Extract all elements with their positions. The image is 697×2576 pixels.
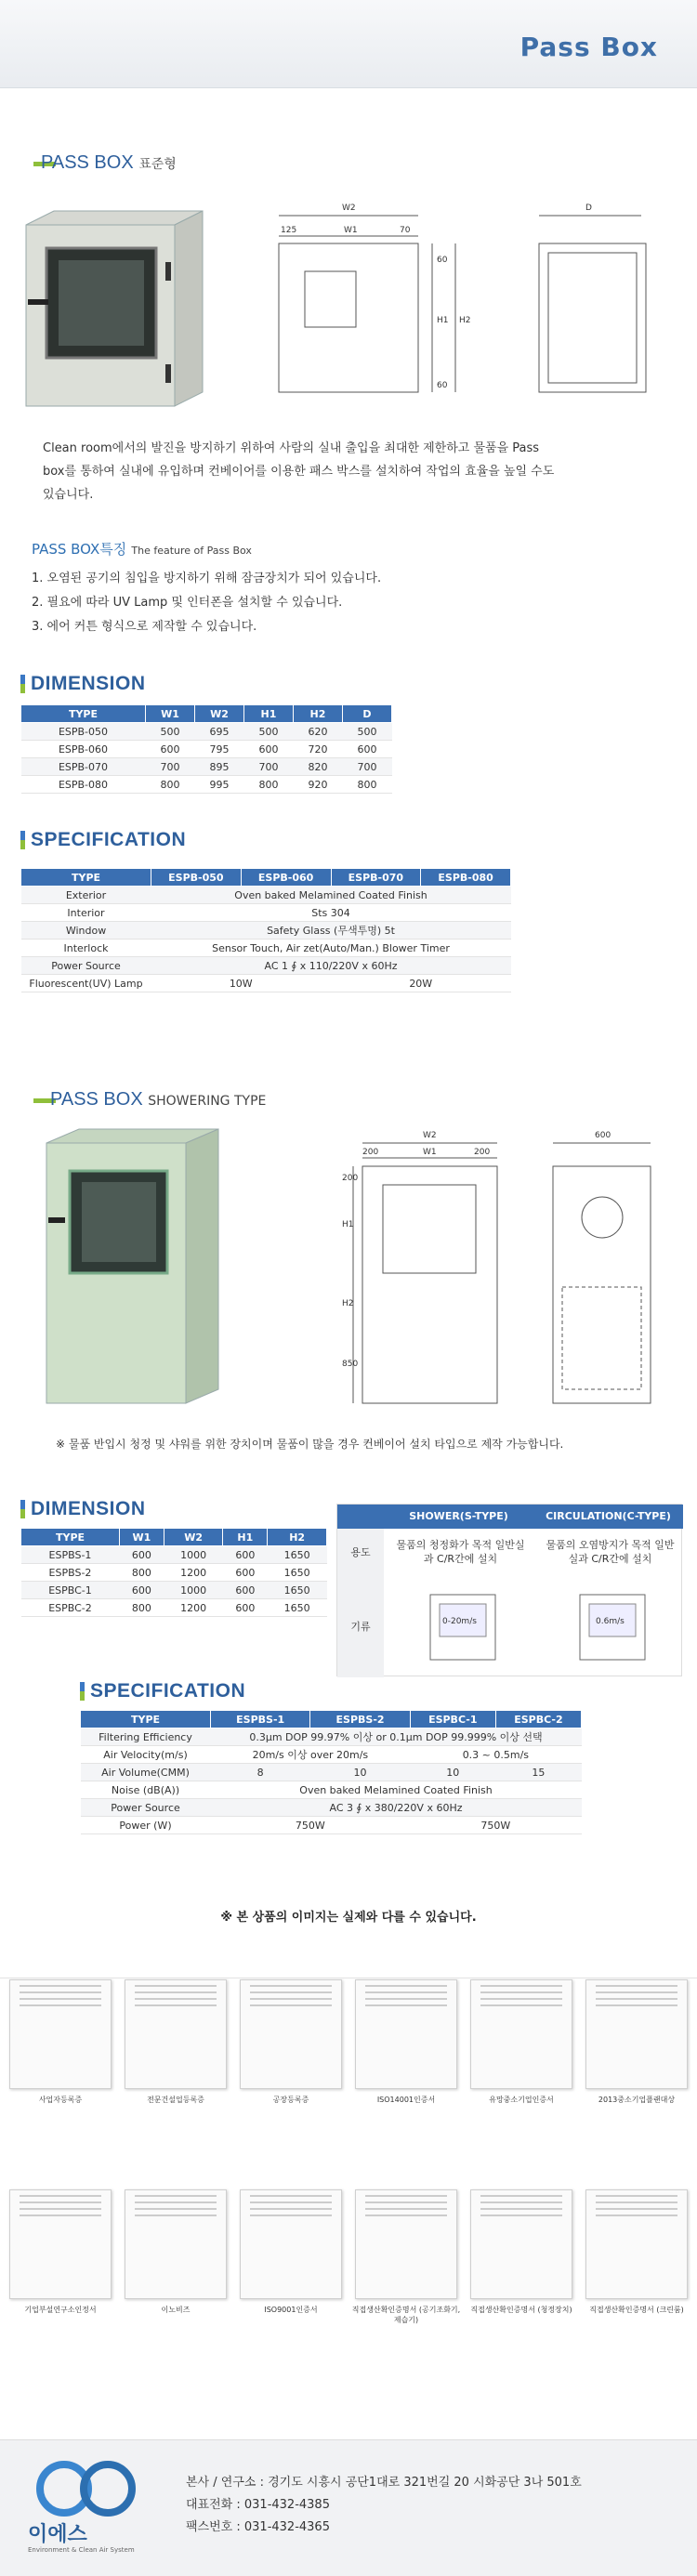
certificate-image bbox=[470, 1979, 572, 2089]
certificate-caption: ISO14001인증서 bbox=[376, 2096, 436, 2104]
flow-c-diagram bbox=[575, 1590, 650, 1664]
svg-text:60: 60 bbox=[437, 256, 448, 265]
table-header-row bbox=[81, 1711, 582, 1728]
svg-text:200: 200 bbox=[474, 1148, 491, 1157]
table-row: Air Velocity(m/s) 20m/s 이상 over 20m/s 0.3 ~ 0.5m/s bbox=[81, 1746, 582, 1764]
table-row: Power (W) 750W 750W bbox=[81, 1817, 582, 1834]
table-row: Interior Sts 304 bbox=[21, 904, 511, 922]
col-header: ESPB-080 bbox=[421, 869, 511, 887]
spec2-heading bbox=[80, 1680, 245, 1702]
table-row: Filtering Efficiency 0.3μm DOP 99.97% 이상 or 0.1μm DOP 99.999% 이상 선택 bbox=[81, 1728, 582, 1746]
company-phone: 대표전화 : 031-432-4385 bbox=[186, 2498, 330, 2512]
dimension1-table bbox=[20, 704, 392, 794]
svg-text:H1: H1 bbox=[437, 316, 449, 325]
pass-box-standard-photo bbox=[17, 206, 240, 411]
company-fax: 팩스번호 : 031-432-4365 bbox=[186, 2520, 330, 2534]
page-footer bbox=[0, 2439, 697, 2576]
svg-text:H2: H2 bbox=[342, 1299, 354, 1308]
svg-text:0.6m/s: 0.6m/s bbox=[596, 1617, 625, 1626]
table-row: Noise (dB(A)) Oven baked Melamined Coated Finish bbox=[81, 1781, 582, 1799]
features-heading bbox=[32, 539, 252, 559]
col-header: TYPE bbox=[21, 1529, 120, 1546]
svg-text:D: D bbox=[585, 204, 592, 213]
spec2-label: SPECIFICATION bbox=[90, 1680, 246, 1702]
table-row: ESPB-070 700 895 700 820 700 bbox=[21, 758, 392, 776]
col-header: W1 bbox=[119, 1529, 164, 1546]
shower-type-table bbox=[336, 1504, 682, 1676]
certificate-image bbox=[585, 1979, 688, 2089]
svg-text:W1: W1 bbox=[344, 226, 358, 235]
col-header: H2 bbox=[293, 705, 342, 723]
flow-label: 기류 bbox=[337, 1577, 384, 1677]
certificate-image bbox=[355, 1979, 457, 2089]
svg-text:850: 850 bbox=[342, 1360, 359, 1369]
svg-text:W2: W2 bbox=[423, 1131, 437, 1140]
certificate-image bbox=[355, 2189, 457, 2299]
features-list bbox=[32, 567, 381, 639]
pass-box-shower-photo bbox=[28, 1124, 242, 1413]
certificate-image bbox=[9, 1979, 112, 2089]
svg-text:W1: W1 bbox=[423, 1148, 437, 1157]
svg-text:600: 600 bbox=[595, 1131, 612, 1140]
pass-box-shower-drawing bbox=[344, 1124, 669, 1422]
table-row: ESPBC-1 600 1000 600 1650 bbox=[21, 1582, 327, 1599]
table-row: Fluorescent(UV) Lamp 10W 20W bbox=[21, 975, 511, 992]
table-row: Interlock Sensor Touch, Air zet(Auto/Man.) Blower Timer bbox=[21, 940, 511, 957]
feature-item: 3. 에어 커튼 형식으로 제작할 수 있습니다. bbox=[32, 620, 257, 634]
svg-text:200: 200 bbox=[362, 1148, 379, 1157]
certificate-caption: ISO9001인증서 bbox=[264, 2306, 318, 2314]
image-disclaimer: ※ 본 상품의 이미지는 실제와 다를 수 있습니다. bbox=[220, 1911, 477, 1925]
dimension1-label: DIMENSION bbox=[31, 673, 146, 694]
col-header: ESPBS-2 bbox=[310, 1711, 410, 1728]
svg-text:200: 200 bbox=[342, 1174, 359, 1183]
table-header-row bbox=[21, 869, 511, 887]
col-header: D bbox=[342, 705, 391, 723]
intro-line: box를 통하여 실내에 유입하며 컨베이어를 이용한 패스 박스를 설치하여 작업의 효율을 높일 수도 bbox=[43, 465, 555, 479]
col-header: ESPBC-1 bbox=[410, 1711, 495, 1728]
dimension1-heading bbox=[20, 673, 146, 695]
company-logo-text: 이에스 bbox=[28, 2523, 87, 2546]
company-address: 본사 / 연구소 : 경기도 시흥시 공단1대로 321번길 20 시화공단 3나 501호 bbox=[186, 2476, 582, 2490]
company-info bbox=[186, 2472, 582, 2539]
spec1-heading bbox=[20, 829, 186, 851]
svg-text:125: 125 bbox=[281, 226, 297, 235]
col-header: H1 bbox=[223, 1529, 268, 1546]
svg-text:70: 70 bbox=[400, 226, 411, 235]
table-row: Air Volume(CMM) 8 10 10 15 bbox=[81, 1764, 582, 1781]
feature-item: 1. 오염된 공기의 침입을 방지하기 위해 잠금장치가 되어 있습니다. bbox=[32, 572, 382, 585]
table-row: ESPBS-1 600 1000 600 1650 bbox=[21, 1546, 327, 1564]
dimension2-heading bbox=[20, 1498, 146, 1520]
svg-text:H2: H2 bbox=[459, 316, 471, 325]
certificate-image bbox=[125, 2189, 227, 2299]
certificate-caption: 공장등록증 bbox=[272, 2096, 309, 2104]
certificate-caption: 이노비즈 bbox=[161, 2306, 191, 2314]
section1-subtitle: 표준형 bbox=[138, 157, 177, 172]
certificate-image bbox=[470, 2189, 572, 2299]
company-logo-icon bbox=[32, 2461, 143, 2517]
use-c-text: 물품의 오염방지가 목적 일반실과 C/R간에 설치 bbox=[546, 1539, 675, 1565]
certificate-caption: 2013중소기업플랜대상 bbox=[598, 2096, 676, 2104]
col-header: W2 bbox=[194, 705, 243, 723]
note-shower: ※ 물품 반입시 청정 및 샤워를 위한 장치이며 물품이 많을 경우 컨베이어 설치 타입으로 제작 가능합니다. bbox=[56, 1438, 564, 1451]
svg-text:60: 60 bbox=[437, 381, 448, 390]
table-row: ESPB-050 500 695 500 620 500 bbox=[21, 723, 392, 741]
dim-w2-label: W2 bbox=[342, 204, 356, 213]
company-logo-sub: Environment & Clean Air System bbox=[28, 2546, 135, 2554]
certificate-caption: 직접생산확인증명서 (크린룸) bbox=[589, 2306, 684, 2314]
col-header: TYPE bbox=[21, 869, 151, 887]
table-row: Window Safety Glass (무색투명) 5t bbox=[21, 922, 511, 940]
feature-item: 2. 필요에 따라 UV Lamp 및 인터폰을 설치할 수 있습니다. bbox=[32, 596, 343, 610]
table-row: ESPB-060 600 795 600 720 600 bbox=[21, 741, 392, 758]
intro-line: Clean room에서의 발진을 방지하기 위하여 사람의 실내 출입을 최대한 제한하고 물품을 Pass bbox=[43, 441, 540, 455]
dimension2-label: DIMENSION bbox=[31, 1498, 146, 1519]
header-title: Pass Box bbox=[519, 32, 658, 62]
intro-line: 있습니다. bbox=[43, 488, 94, 502]
certificate-caption: 직접생산확인증명서 (청정장치) bbox=[470, 2306, 572, 2314]
certificate-image bbox=[9, 2189, 112, 2299]
certificate-caption: 유망중소기업인증서 bbox=[489, 2096, 554, 2104]
col-header: ESPBC-2 bbox=[495, 1711, 581, 1728]
col-header: H1 bbox=[243, 705, 293, 723]
spec-mark-icon bbox=[80, 1682, 85, 1701]
col-header: W1 bbox=[145, 705, 194, 723]
dimension-mark-icon bbox=[20, 675, 25, 693]
certificate-image bbox=[240, 2189, 342, 2299]
col-header: ESPB-060 bbox=[241, 869, 331, 887]
certificate-image bbox=[125, 1979, 227, 2089]
spec2-table bbox=[80, 1710, 582, 1834]
shower-c-header: CIRCULATION(C-TYPE) bbox=[533, 1505, 683, 1529]
certificate-caption: 기업부설연구소인정서 bbox=[24, 2306, 97, 2314]
certificate-caption: 전문건설업등록증 bbox=[147, 2096, 204, 2104]
table-header-row bbox=[21, 705, 392, 723]
col-header: ESPB-050 bbox=[151, 869, 242, 887]
col-header: W2 bbox=[164, 1529, 223, 1546]
features-subtitle: The feature of Pass Box bbox=[131, 545, 252, 557]
col-header: ESPBS-1 bbox=[211, 1711, 310, 1728]
dimension-mark-icon bbox=[20, 1500, 25, 1518]
col-header: ESPB-070 bbox=[331, 869, 421, 887]
col-header: TYPE bbox=[21, 705, 146, 723]
table-header-row bbox=[21, 1529, 327, 1546]
certificate-image bbox=[585, 2189, 688, 2299]
section1-title: PASS BOX bbox=[41, 152, 134, 173]
spec1-label: SPECIFICATION bbox=[31, 829, 187, 850]
dimension2-table bbox=[20, 1528, 327, 1617]
shower-s-header: SHOWER(S-TYPE) bbox=[384, 1505, 533, 1529]
use-s-text: 물품의 청정화가 목적 일반실과 C/R간에 설치 bbox=[396, 1539, 525, 1565]
spec-mark-icon bbox=[20, 831, 25, 849]
svg-text:H1: H1 bbox=[342, 1220, 354, 1229]
flow-s-diagram bbox=[426, 1590, 500, 1664]
table-row: ESPBS-2 800 1200 600 1650 bbox=[21, 1564, 327, 1582]
certificate-caption: 사업자등록증 bbox=[38, 2096, 83, 2104]
spec1-table bbox=[20, 868, 511, 992]
col-header: TYPE bbox=[81, 1711, 211, 1728]
svg-text:0-20m/s: 0-20m/s bbox=[442, 1617, 477, 1626]
col-header: H2 bbox=[268, 1529, 327, 1546]
table-row: Power Source AC 1 ∮ x 110/220V x 60Hz bbox=[21, 957, 511, 975]
table-row: ESPBC-2 800 1200 600 1650 bbox=[21, 1599, 327, 1617]
use-label: 용도 bbox=[337, 1529, 384, 1577]
pass-box-standard-drawing bbox=[270, 197, 678, 411]
certificate-caption: 직접생산확인증명서 (공기조화기,제습기) bbox=[351, 2306, 461, 2324]
intro-text bbox=[43, 437, 656, 506]
table-row: Exterior Oven baked Melamined Coated Finish bbox=[21, 887, 511, 904]
page-header bbox=[0, 0, 697, 88]
table-row: Power Source AC 3 ∮ x 380/220V x 60Hz bbox=[81, 1799, 582, 1817]
features-title: PASS BOX특징 bbox=[32, 541, 127, 558]
section2-title: PASS BOX bbox=[50, 1089, 143, 1110]
certificate-image bbox=[240, 1979, 342, 2089]
section2-subtitle: SHOWERING TYPE bbox=[148, 1094, 267, 1109]
table-row: ESPB-080 800 995 800 920 800 bbox=[21, 776, 392, 794]
